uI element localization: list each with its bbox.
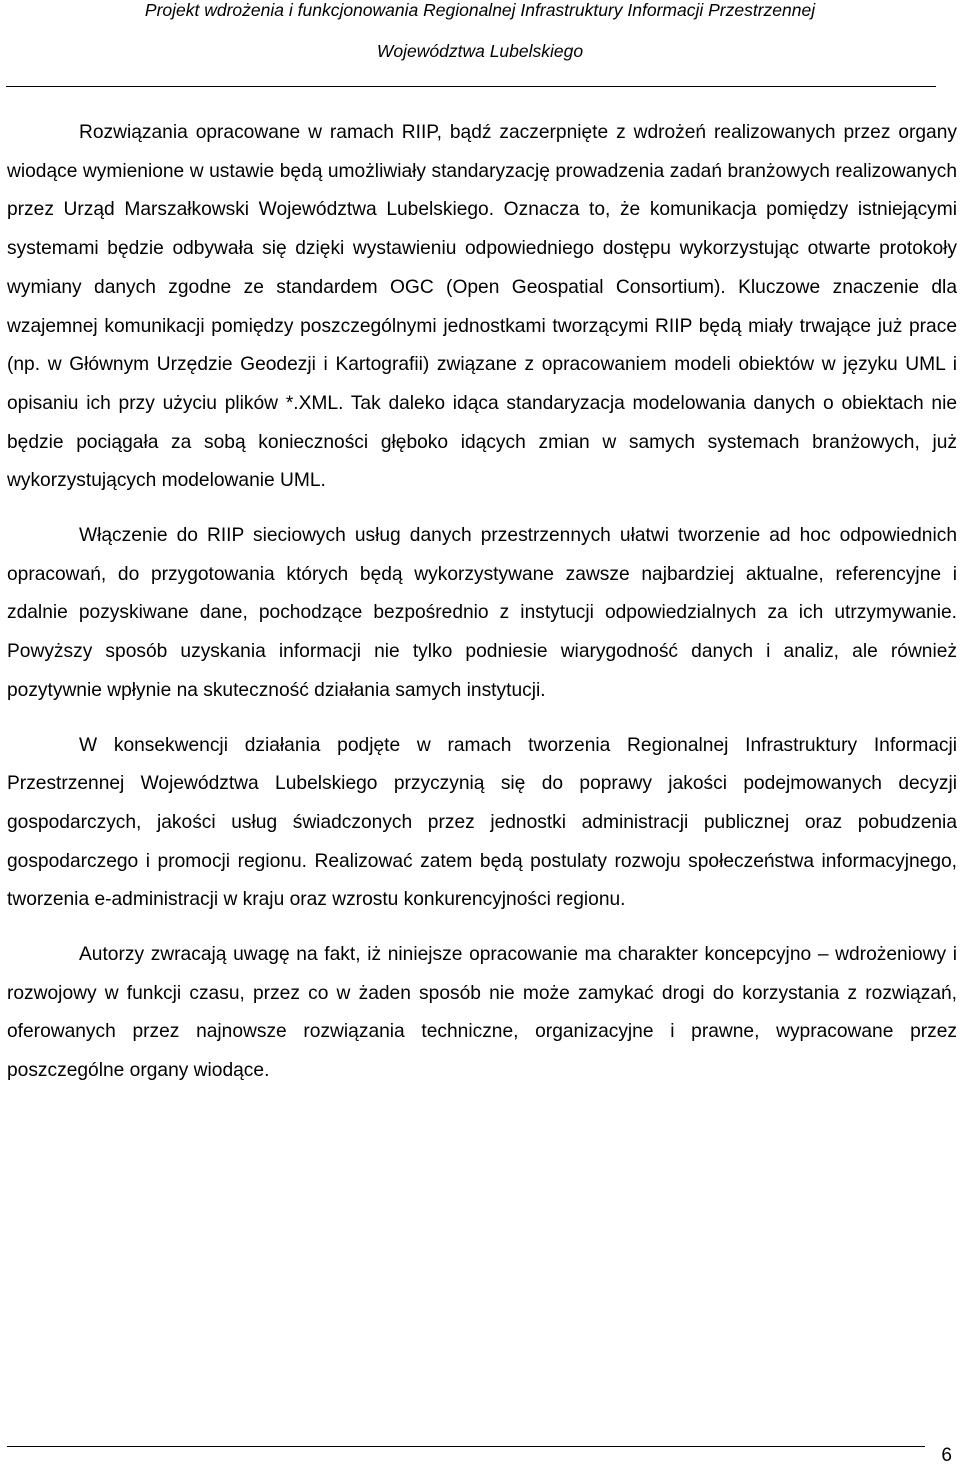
page-number: 6	[941, 1445, 952, 1466]
document-body	[7, 114, 957, 1091]
header-title-line-1: Projekt wdrożenia i funkcjonowania Regionalnej Infrastruktury Informacji Przestrzennej	[144, 0, 816, 20]
paragraph-consequences: W konsekwencji działania podjęte w ramach tworzenia Regionalnej Infrastruktury Informacji Przestrzennej Województwa Lubelskiego przyczynią się do poprawy jakości podejmowanych decyzji gospodarczych, jakości usług świadczonych przez jednostki administracji publicznej oraz pobudzenia gospodarczego i promocji regionu. Realizować zatem będą postulaty rozwoju społeczeństwa informacyjnego, tworzenia e-administracji w kraju oraz wzrostu konkurencyjności regionu.	[7, 734, 957, 911]
paragraph-network-services: Włączenie do RIIP sieciowych usług danych przestrzennych ułatwi tworzenie ad hoc odpowiednich opracowań, do przygotowania których będą wykorzystywane zawsze najbardziej aktualne, referencyjne i zdalnie pozyskiwane dane, pochodzące bezpośrednio z instytucji odpowiedzialnych za ich utrzymywanie. Powyższy sposób uzyskania informacji nie tylko podniesie wiarygodność danych i analiz, ale również pozytywnie wpłynie na skuteczność działania samych instytucji.	[7, 525, 957, 701]
footer-divider	[7, 1446, 925, 1447]
paragraph-authors-note: Autorzy zwracają uwagę na fakt, iż niniejsze opracowanie ma charakter koncepcyjno – wdrożeniowy i rozwojowy w funkcji czasu, przez co w żaden sposób nie może zamykać drogi do korzystania z rozwiązań, oferowanych przez najnowsze rozwiązania techniczne, organizacyjne i prawne, wypracowane przez poszczególne organy wiodące.	[7, 944, 957, 1082]
header-title-line-2: Województwa Lubelskiego	[376, 41, 584, 61]
header-divider	[6, 86, 936, 87]
paragraph-standardization: Rozwiązania opracowane w ramach RIIP, bądź zaczerpnięte z wdrożeń realizowanych przez organy wiodące wymienione w ustawie będą umożliwiały standaryzację prowadzenia zadań branżowych realizowanych przez Urząd Marszałkowski Województwa Lubelskiego. Oznacza to, że komunikacja pomiędzy istniejącymi systemami będzie odbywała się dzięki wystawieniu odpowiedniego dostępu wykorzystując otwarte protokoły wymiany danych zgodne ze standardem OGC (Open Geospatial Consortium). Kluczowe znaczenie dla wzajemnej komunikacji pomiędzy poszczególnymi jednostkami tworzącymi RIIP będą miały trwające już prace (np. w Głównym Urzędzie Geodezji i Kartografii) związane z opracowaniem modeli obiektów w języku UML i opisaniu ich przy użyciu plików *.XML. Tak daleko idąca standaryzacja modelowania danych o obiektach nie będzie pociągała za sobą konieczności głęboko idących zmian w samych systemach branżowych, już wykorzystujących modelowanie UML.	[7, 122, 957, 492]
